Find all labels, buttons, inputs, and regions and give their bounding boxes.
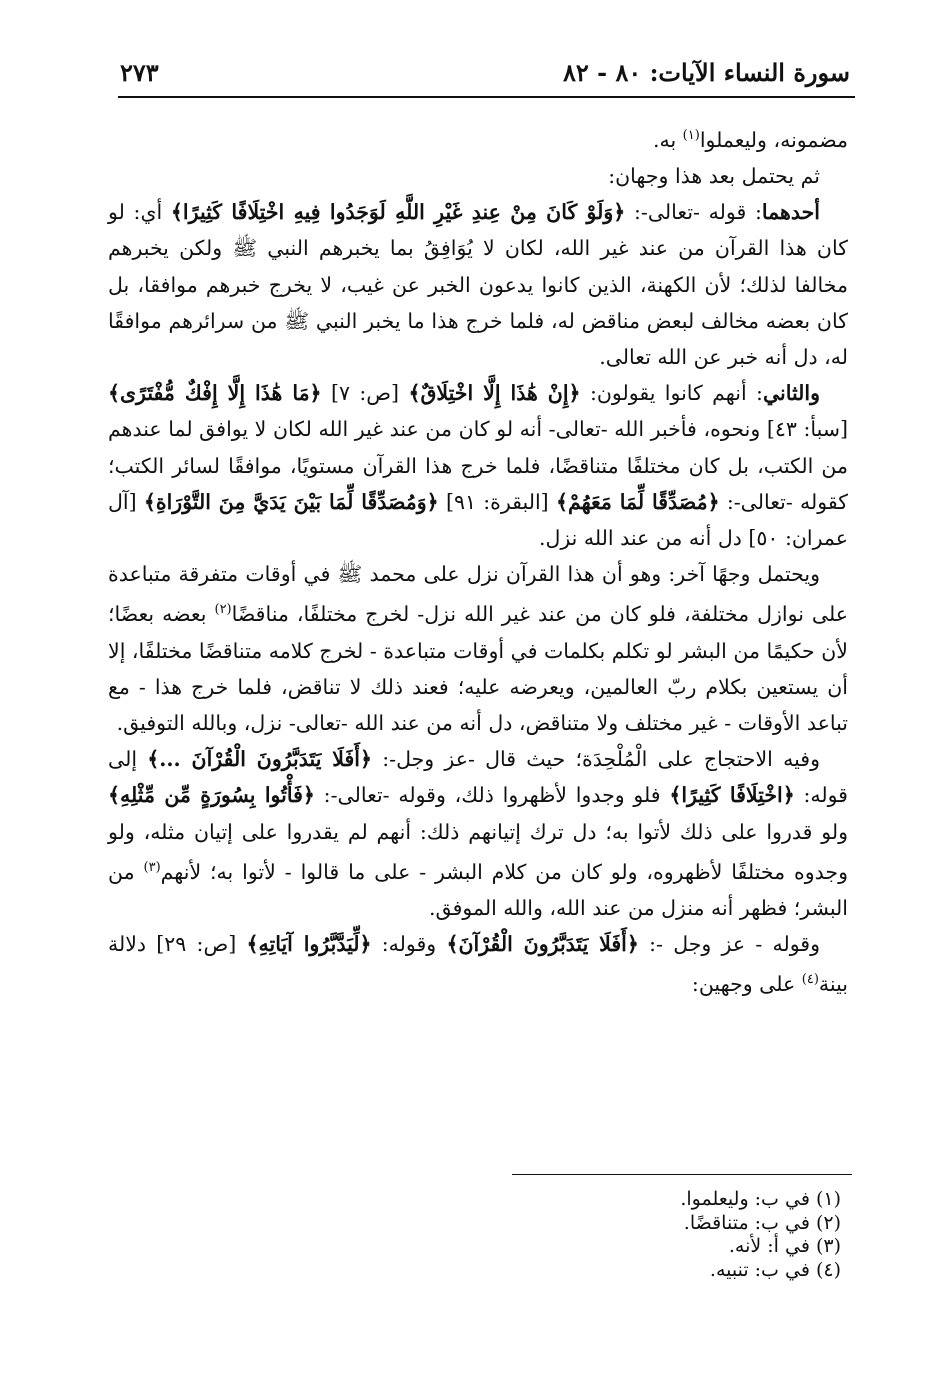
text-run: ويحتمل وجهًا آخر: وهو أن هذا القرآن نزل على محمد ﷺ في أوقات متفرقة متباعدة على نوازل مختلفة، فلو كان من عند غير الله نزل- لخرج مختلفًا، مناقضًا: [108, 562, 848, 627]
main-text: [108, 118, 848, 1002]
footnote-ref: (٣): [143, 859, 161, 875]
text-run: ثم يحتمل بعد هذا وجهان:: [608, 164, 820, 189]
paragraph: [108, 194, 848, 375]
quran-verse: ﴿وَمُصَدِّقًا لِّمَا بَيْنَ يَدَيَّ مِنَ التَّوْرَاةِ﴾: [143, 489, 439, 514]
paragraph: [108, 375, 848, 556]
running-title: سورة النساء الآيات: ٨٠ - ٨٢: [562, 58, 850, 87]
quran-verse: ﴿فَأْتُوا بِسُورَةٍ مِّن مِّثْلِهِ﴾: [108, 783, 315, 808]
text-run: [سبأ: ٤٣] ونحوه، فأخبر الله -تعالى- أنه لو كان من عند غير الله لكان لا يوافق لما عندهم من الكتب، بل كان مختلفًا متناقضًا، فلما خرج هذا القرآن مستويًا، موافقًا لسائر الكتب؛ كقوله -تعالى-:: [108, 417, 849, 514]
footnotes: [680, 1188, 841, 1282]
text-run: ولو قدروا على ذلك لأتوا به؛ دل ترك إتيانهم ذلك: أنهم لم يقدروا على إتيان مثله، ولو وجدوه مختلفًا لأظهروه، ولو كان من كلام البشر - على ما قالوا - لأتوا به؛ لأنهم: [108, 819, 848, 884]
section-lead: أحدهما: [761, 200, 820, 225]
footnote-ref: (١): [682, 128, 700, 143]
section-lead: والثاني: [762, 381, 821, 406]
quran-verse: ﴿إِنْ هَٰذَا إِلَّا اخْتِلَاقٌ﴾: [408, 381, 581, 406]
text-run: : قوله -تعالى-:: [625, 200, 762, 225]
header-rule: [118, 96, 855, 98]
text-run: به.: [652, 127, 683, 152]
paragraph: [108, 158, 848, 194]
text-run: أي: لو كان هذا القرآن من عند غير الله، لكان لا يُوَافِقُ بما يخبرهم النبي ﷺ ولكن يخبرهم مخالفا لذلك؛ لأن الكهنة، الذين كانوا يدعون الخبر عن غيب، لا يخرج خبرهم موافقا، بل كان بعضه مخالف لبعض مناقض له، فلما خرج هذا ما يخبر النبي ﷺ من سرائرهم موافقًا له، دل أنه خبر عن الله تعالى.: [108, 200, 848, 370]
quran-verse: ﴿أَفَلَا يَتَدَبَّرُونَ الْقُرْآنَ ...﴾: [147, 747, 372, 772]
text-run: [ص: ٧]: [321, 381, 409, 406]
paragraph: [108, 926, 848, 1002]
footnote: (١) في ب: وليعلموا.: [680, 1188, 841, 1210]
quran-verse: ﴿مُصَدِّقًا لِّمَا مَعَهُمْ﴾: [555, 489, 720, 514]
text-run: وفيه الاحتجاج على الْمُلْحِدَة؛ حيث قال -عز وجل-:: [372, 747, 820, 772]
text-run: بعضه بعضًا؛ لأن حكيمًا من البشر لو تكلم بكلمات في أوقات متباعدة - لخرج كلامه متناقضًا مختلفًا، إلا أن يستعين بكلام ربّ العالمين، ويعرضه عليه؛ فعند ذلك لا تناقض، فلما خرج هذا - مع تباعد الأوقات - غير مختلف ولا متناقض، دل أنه من عند الله -تعالى- نزل، وبالله التوفيق.: [108, 602, 848, 735]
footnote: (٢) في ب: متناقضًا.: [683, 1211, 841, 1234]
text-run: على وجهين:: [691, 971, 802, 996]
text-run: [ص: ٢٩] دلالة بينة: [108, 931, 848, 996]
quran-verse: ﴿لِّيَدَّبَّرُوا آيَاتِهِ﴾: [246, 931, 372, 956]
text-run: [البقرة: ٩١]: [438, 489, 556, 514]
paragraph: [108, 556, 848, 741]
page-number: ٢٧٣: [120, 58, 159, 87]
text-run: وقوله:: [371, 931, 447, 956]
footnote-ref: (٢): [214, 602, 232, 618]
footnote-ref: (٤): [801, 972, 819, 988]
footnote: (٣) في أ: لأنه.: [728, 1235, 841, 1257]
text-run: وقوله - عز وجل -:: [638, 931, 821, 956]
text-run: إلى قوله:: [108, 747, 848, 808]
paragraph: [108, 741, 848, 926]
text-run: فلو وجدوا لأظهروا ذلك، وقوله -تعالى-:: [314, 783, 670, 808]
quran-verse: ﴿وَلَوْ كَانَ مِنْ عِندِ غَيْرِ اللَّهِ لَوَجَدُوا فِيهِ اخْتِلَافًا كَثِيرًا﴾: [170, 200, 626, 225]
quran-verse: ﴿مَا هَٰذَا إِلَّا إِفْكٌ مُّفْتَرًى﴾: [108, 381, 322, 406]
page-header: [120, 58, 850, 94]
footnote: (٤) في ب: تنبيه.: [709, 1258, 841, 1281]
quran-verse: ﴿أَفَلَا يَتَدَبَّرُونَ الْقُرْآنَ﴾: [446, 931, 639, 956]
text-run: مضمونه، وليعملوا: [699, 127, 848, 152]
text-run: [آل عمران: ٥٠] دل أنه من عند الله نزل.: [108, 489, 848, 551]
paragraph: [108, 118, 848, 158]
text-run: : أنهم كانوا يقولون:: [580, 381, 763, 406]
footnote-rule: [512, 1174, 852, 1175]
quran-verse: ﴿اخْتِلَافًا كَثِيرًا﴾: [669, 783, 795, 808]
text-run: من البشر؛ فظهر أنه منزل من عند الله، والله الموفق.: [108, 859, 848, 920]
